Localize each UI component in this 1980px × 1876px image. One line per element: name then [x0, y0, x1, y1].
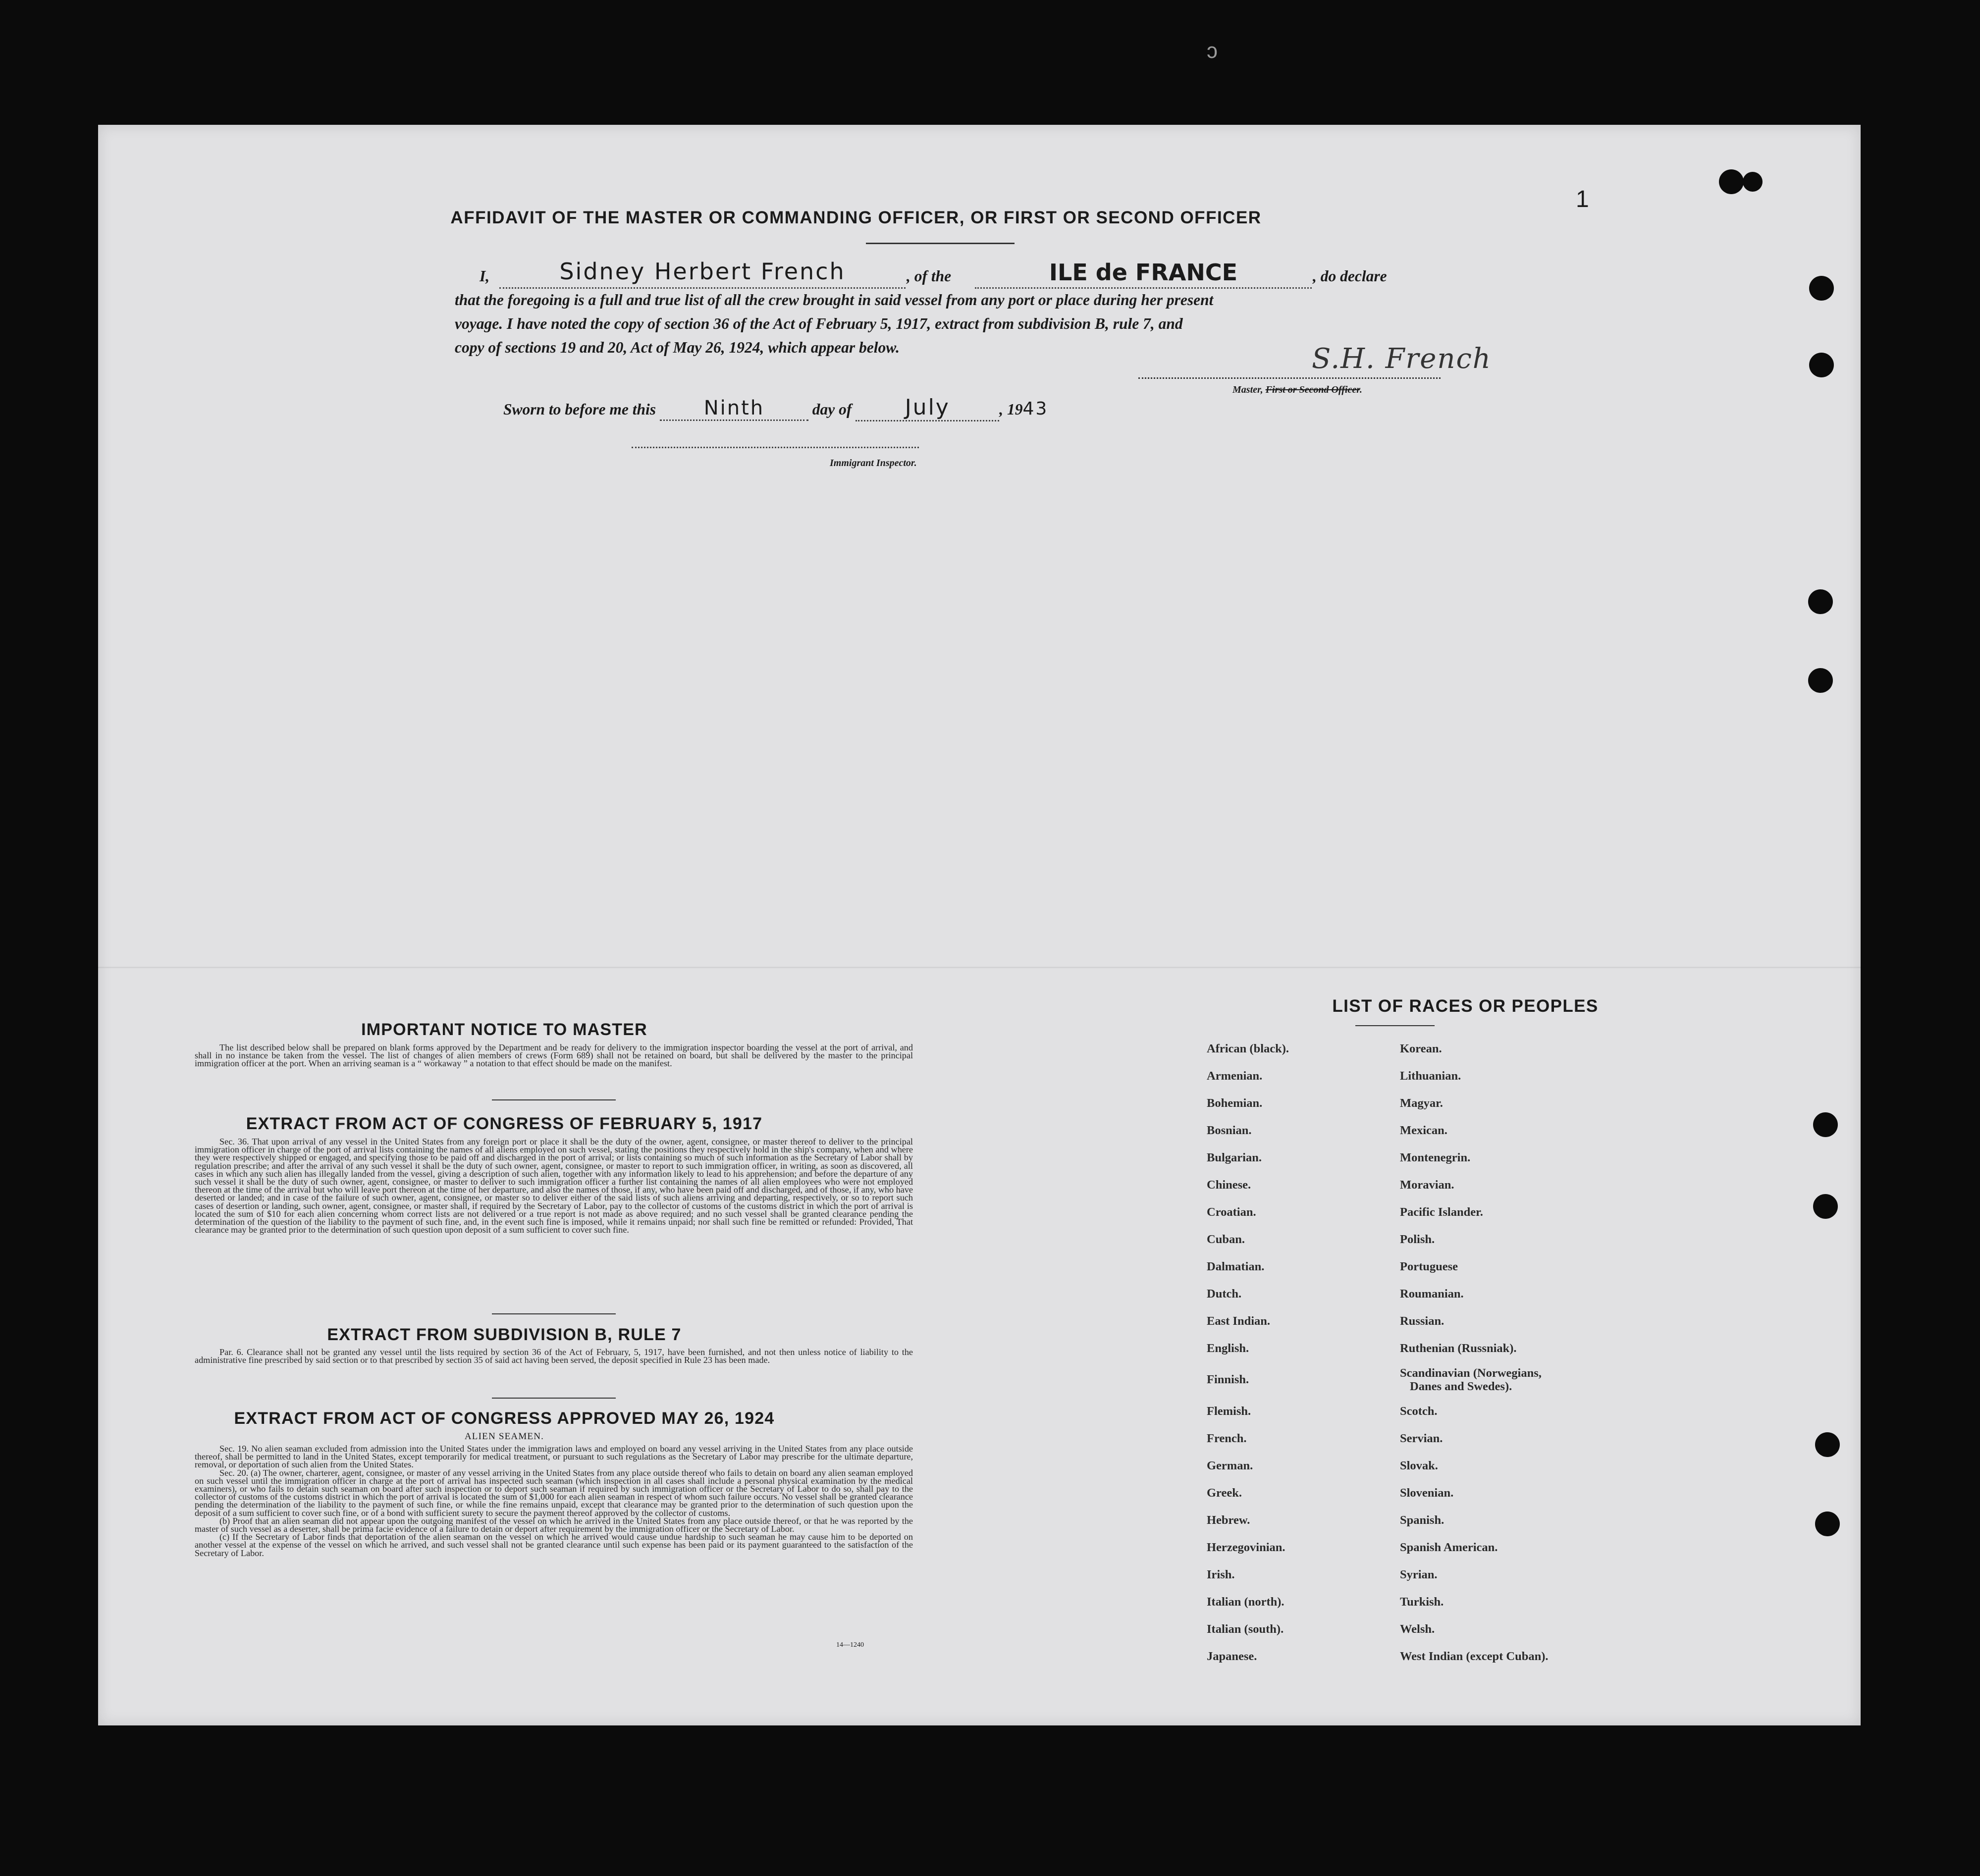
punch-hole: [1743, 172, 1763, 192]
race-item: Bosnian.: [1207, 1124, 1252, 1137]
signature-line: [1138, 377, 1441, 379]
punch-hole: [1808, 668, 1833, 693]
race-item: Greek.: [1207, 1486, 1242, 1500]
affidavit-line-4: copy of sections 19 and 20, Act of May 26, 1924, which appear below.: [455, 339, 900, 356]
race-item: Magyar.: [1400, 1096, 1443, 1110]
of-the-label: , of the: [907, 267, 952, 285]
sworn-year: 43: [1022, 399, 1049, 419]
rule-7-title: EXTRACT FROM SUBDIVISION B, RULE 7: [327, 1325, 682, 1344]
sworn-day: Ninth: [660, 397, 808, 421]
punch-hole: [1813, 1112, 1838, 1137]
race-item: Portuguese: [1400, 1260, 1458, 1273]
race-item: Italian (north).: [1207, 1595, 1284, 1609]
race-item: Danes and Swedes).: [1410, 1380, 1512, 1393]
race-item: German.: [1207, 1459, 1253, 1472]
sworn-line: [503, 395, 1048, 421]
sec-20c: (c) If the Secretary of Labor finds that deportation of the alien seaman on the vessel on which he arrived would cause undue hardship to such seaman he may cause him to be deported on another vessel at the expense of the vessel on which he arrived, and such vessel shall not be granted clearance until such expense has been paid or its payment guaranteed to the satisfaction of the Secretary of Labor.: [195, 1532, 913, 1558]
race-item: African (black).: [1207, 1042, 1289, 1055]
race-item: Korean.: [1400, 1042, 1442, 1055]
act-1917-body: Sec. 36. That upon arrival of any vessel in the United States from any foreign port or place it shall be the duty of the owner, agent, consignee, or master thereof to deliver to the principal immigration officer in charge of the port of arrival lists containing the names of all aliens employed on such vessel, stating the positions they respectively hold in the ship's company, when and where they were respectively shipped or engaged, and specifying those to be paid off and discharged in the port of arrival; or lists containing so much of such information as the Secretary of Labor shall by regulation prescribe; and after the arrival of any such vessel it shall be the duty of such owner, agent, consignee, or master to report to such immigration officer, in writing, as soon as discovered, all cases in which any such alien has illegally landed from the vessel, giving a description of such alien, together with any information likely to lead to his apprehension; and before the departure of any such vessel it shall be the duty of such owner, agent, consignee, or master to deliver to such immigration officer a further list containing the names of all alien employees who were not employed thereon at the time of the arrival but who will leave port thereon at the time of her departure, and also the names of those, if any, who have been paid off and discharged, and of those, if any, who have deserted or landed; and in case of the failure of such owner, agent, consignee, or master so to deliver either of the said lists of such aliens arriving and departing, respectively, or so to report such cases of desertion or landing, such owner, agent, consignee, or master shall, if required by the Secretary of Labor, pay to the collector of customs of the customs district in which the port of arrival is located the sum of $10 for each alien concerning whom correct lists are not delivered or a true report is not made as above required; and no such vessel shall be granted clearance pending the determination of the question of the liability to the payment of such fine, and, in the event such fine is imposed, while it remains unpaid; nor shall such fine be remitted or refunded: Provided, That clearance may be granted prior to the determination of such question upon deposit of a sum sufficient to cover such fine.: [195, 1137, 913, 1235]
race-item: Pacific Islander.: [1400, 1205, 1483, 1219]
race-item: Ruthenian (Russniak).: [1400, 1342, 1517, 1355]
affidavit-line-2: that the foregoing is a full and true list of all the crew brought in said vessel from any port or place during her present: [455, 291, 1214, 309]
race-item: Scotch.: [1400, 1405, 1438, 1418]
rule-7-body: Par. 6. Clearance shall not be granted any vessel until the lists required by section 36 of the Act of February, 5, 1917, have been furnished, and not then unless notice of liability to the administrative fine prescribed by said section or to that prescribed by section 35 of said act having been served, the deposit specified in Rule 23 has been made.: [195, 1347, 913, 1365]
punch-hole: [1813, 1194, 1838, 1219]
master-name: Sidney Herbert French: [499, 256, 906, 289]
sworn-prefix: Sworn to before me this: [503, 401, 656, 418]
race-item: Mexican.: [1400, 1124, 1447, 1137]
fold-crease: [98, 967, 1861, 968]
race-item: East Indian.: [1207, 1314, 1271, 1328]
race-item: French.: [1207, 1432, 1247, 1445]
race-item: Chinese.: [1207, 1178, 1251, 1192]
race-item: Slovenian.: [1400, 1486, 1454, 1500]
notice-title: IMPORTANT NOTICE TO MASTER: [361, 1020, 647, 1039]
punch-hole: [1809, 353, 1834, 377]
affidavit-body: [455, 258, 1450, 360]
vessel-name: ILE de FRANCE: [975, 258, 1312, 289]
act-1924-body: [195, 1445, 913, 1557]
title-rule: [866, 243, 1015, 244]
race-item: Spanish.: [1400, 1513, 1445, 1527]
race-item: Dalmatian.: [1207, 1260, 1265, 1273]
affidavit-declaration-line: [455, 258, 1450, 288]
race-item: Bohemian.: [1207, 1096, 1263, 1110]
i-label: I,: [480, 267, 490, 285]
race-item: Scandinavian (Norwegians,: [1400, 1366, 1542, 1380]
race-item: Cuban.: [1207, 1233, 1245, 1246]
race-item: Bulgarian.: [1207, 1151, 1262, 1164]
races-title: LIST OF RACES OR PEOPLES: [1332, 996, 1599, 1016]
race-item: Slovak.: [1400, 1459, 1438, 1472]
day-of-label: day of: [812, 401, 852, 418]
sec-19: Sec. 19. No alien seaman excluded from admission into the United States under the immigration laws and employed on board any vessel arriving in the United States from any place outside thereof, shall be permitted to land in the United States, except temporarily for medical treatment, or pursuant to such regulations as the Secretary of Labor may prescribe for the ultimate departure, removal, or deportation of such alien from the United States.: [195, 1444, 913, 1470]
sworn-month: July: [856, 395, 999, 421]
sec-20a: Sec. 20. (a) The owner, charterer, agent, consignee, or master of any vessel arriving in the United States from any place outside thereof who fails to detain on board any alien seaman employed on such vessel until the immigration officer in charge at the port of arrival has inspected such seaman (which inspection in all cases shall include a personal physical examination by the medical examiners), or who fails to detain such seaman on board after such inspection or to deport such seaman if required by such immigration officer or the Secretary of Labor to do so, shall pay to the collector of customs of the customs district in which the port of arrival is located the sum of $1,000 for each alien seaman in respect of whom such failure occurs. No vessel shall be granted clearance pending the determination of the liability to the payment of such fine, or while the fine remains unpaid, except that clearance may be granted prior to the determination of such question upon the deposit of a sum sufficient to cover such fine, or of a bond with sufficient surety to secure the payment thereof approved by the collector of customs.: [195, 1467, 913, 1518]
master-label: Master,: [1232, 384, 1263, 395]
master-signature: S.H. French: [1312, 343, 1492, 375]
punch-hole: [1809, 276, 1834, 301]
declare-label: , do declare: [1313, 267, 1387, 285]
act-1917-title: EXTRACT FROM ACT OF CONGRESS OF FEBRUARY 5, 1917: [246, 1114, 763, 1133]
race-item: Turkish.: [1400, 1595, 1444, 1609]
race-item: English.: [1207, 1342, 1249, 1355]
punch-hole: [1815, 1432, 1840, 1457]
race-item: Hebrew.: [1207, 1513, 1250, 1527]
race-item: Armenian.: [1207, 1069, 1263, 1083]
inspector-signature-line: [632, 447, 919, 448]
race-item: Croatian.: [1207, 1205, 1256, 1219]
punch-hole: [1815, 1511, 1840, 1536]
section-rule: [492, 1398, 616, 1399]
race-item: Dutch.: [1207, 1287, 1242, 1301]
race-item: Russian.: [1400, 1314, 1445, 1328]
race-item: Servian.: [1400, 1432, 1443, 1445]
punch-hole: [1808, 589, 1833, 614]
form-number: 14—1240: [836, 1641, 864, 1649]
act-1924-subtitle: ALIEN SEAMEN.: [464, 1431, 544, 1442]
race-item: Italian (south).: [1207, 1622, 1284, 1636]
year-prefix: , 19: [999, 401, 1023, 418]
punch-hole: [1719, 169, 1744, 194]
act-1924-title: EXTRACT FROM ACT OF CONGRESS APPROVED MAY 26, 1924: [234, 1409, 775, 1428]
page-number: 1: [1576, 186, 1589, 212]
race-item: Spanish American.: [1400, 1541, 1498, 1554]
race-item: Roumanian.: [1400, 1287, 1464, 1301]
race-item: Montenegrin.: [1400, 1151, 1471, 1164]
race-item: Polish.: [1400, 1233, 1435, 1246]
section-rule: [492, 1099, 616, 1100]
document-page: [98, 125, 1861, 1725]
race-item: Herzegovinian.: [1207, 1541, 1285, 1554]
race-item: Irish.: [1207, 1568, 1235, 1581]
race-item: Lithuanian.: [1400, 1069, 1461, 1083]
affidavit-title: AFFIDAVIT OF THE MASTER OR COMMANDING OFFICER, OR FIRST OR SECOND OFFICER: [450, 208, 1262, 227]
affidavit-line-3: voyage. I have noted the copy of section 36 of the Act of February 5, 1917, extract from subdivision B, rule 7, and: [455, 315, 1183, 332]
struck-officer-label: First or Second Officer: [1265, 384, 1360, 395]
race-item: West Indian (except Cuban).: [1400, 1650, 1549, 1663]
signature-caption: Master, First or Second Officer.: [1232, 384, 1362, 395]
race-item: Flemish.: [1207, 1405, 1251, 1418]
race-item: Japanese.: [1207, 1650, 1257, 1663]
race-item: Welsh.: [1400, 1622, 1435, 1636]
race-item: Syrian.: [1400, 1568, 1438, 1581]
inspector-caption: Immigrant Inspector.: [830, 458, 917, 469]
race-item: Finnish.: [1207, 1373, 1249, 1386]
race-item: Moravian.: [1400, 1178, 1454, 1192]
notice-body: The list described below shall be prepared on blank forms approved by the Department and be ready for delivery to the immigration inspector boarding the vessel at the port of arrival, and shall in no instance be taken from the vessel. The list of changes of alien members of crews (Form 689) shall not be retained on board, but shall be delivered by the master to the principal immigration officer at the port. When an arriving seaman is a “ workaway ” a notation to that effect should be made on the manifest.: [195, 1042, 913, 1069]
races-rule: [1355, 1025, 1435, 1026]
scan-edge-mark: ↄ: [1207, 39, 1218, 63]
section-rule: [492, 1313, 616, 1314]
sec-20b: (b) Proof that an alien seaman did not appear upon the outgoing manifest of the vessel on which he arrived in the United States from any place outside thereof, or that he was reported by the master of such vessel as a deserter, shall be prima facie evidence of a failure to detain or deport after requirement by the immigration officer or the Secretary of Labor.: [195, 1515, 913, 1534]
